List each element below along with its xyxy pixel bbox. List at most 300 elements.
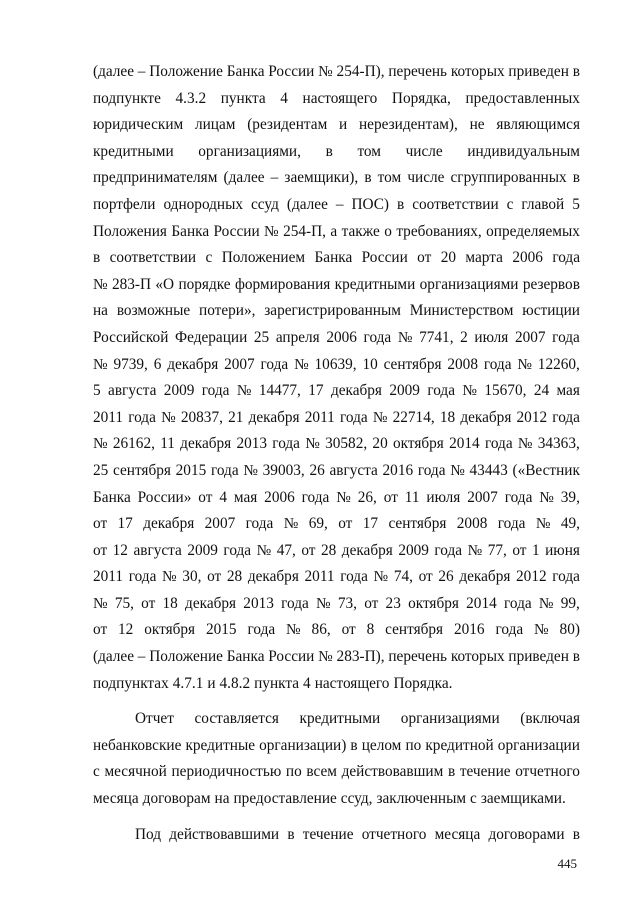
word: 5	[572, 195, 580, 213]
word: и	[207, 674, 216, 692]
word: 20	[372, 435, 388, 453]
word: №	[286, 621, 301, 639]
word: составляется	[194, 710, 279, 728]
word: 2009	[163, 382, 195, 400]
word: по	[405, 736, 422, 754]
word: пункта	[220, 89, 266, 107]
word: 1	[531, 541, 540, 559]
word: кредитной	[425, 736, 494, 754]
word: 17	[117, 515, 133, 533]
word: 26162,	[112, 435, 155, 453]
word: Федерации	[175, 328, 248, 346]
word: 25	[93, 461, 109, 479]
paragraph-spacer	[93, 813, 580, 822]
word: 2011	[304, 568, 335, 586]
word: №	[161, 408, 176, 426]
word: организации	[497, 736, 580, 754]
word: месяца	[93, 790, 139, 808]
word: 69,	[308, 515, 328, 533]
text-line	[93, 219, 580, 246]
word: года	[552, 328, 580, 346]
word: в	[447, 763, 456, 781]
word: 2011	[93, 568, 124, 586]
word: портфели	[93, 195, 156, 213]
word: октября	[392, 435, 444, 453]
word: №	[236, 382, 252, 400]
word: подпунктах	[93, 674, 169, 692]
word: 12260,	[537, 355, 580, 373]
word: в	[287, 825, 295, 843]
word: а	[330, 222, 338, 240]
word: от	[383, 488, 398, 506]
word: заключенным	[376, 790, 467, 808]
word: №	[538, 594, 554, 612]
word: с	[470, 790, 477, 808]
word: 21	[228, 408, 244, 426]
word: Банка	[314, 249, 353, 267]
word: 30,	[182, 568, 202, 586]
word: («Вестник	[512, 461, 580, 479]
word: 12	[118, 621, 134, 639]
word: с	[93, 763, 100, 781]
text-line	[93, 617, 580, 644]
text-line	[93, 538, 580, 565]
word: организациями	[400, 710, 500, 728]
word: 26,	[357, 488, 377, 506]
word: 12	[112, 541, 128, 559]
text-line	[93, 822, 580, 849]
word: 28	[320, 541, 337, 559]
word: (далее	[286, 195, 328, 213]
word: года	[247, 621, 276, 639]
word: числе	[407, 169, 445, 187]
word: декабря	[185, 594, 237, 612]
word: года	[260, 355, 289, 373]
word: №	[373, 568, 389, 586]
word: нерезидентам),	[358, 116, 458, 134]
word: 17	[362, 515, 379, 533]
word: однородных	[163, 195, 244, 213]
word: года	[503, 594, 532, 612]
text-line	[93, 245, 580, 272]
text-line	[93, 564, 580, 591]
word: июня	[545, 541, 580, 559]
word: 24	[533, 382, 550, 400]
word: августа	[108, 382, 157, 400]
word: отчетного	[361, 825, 427, 843]
word: кредитными	[299, 710, 381, 728]
word: сентября	[385, 621, 444, 639]
word: Банка	[93, 488, 131, 506]
word: кредитные	[185, 736, 256, 754]
word: в	[572, 648, 580, 666]
word: Положением	[221, 249, 306, 267]
word: заемщики),	[284, 169, 359, 187]
word: индивидуальным	[467, 142, 580, 160]
word: 283-П),	[336, 648, 385, 666]
word: 2009	[187, 541, 218, 559]
word: том	[357, 142, 381, 160]
word: на	[93, 302, 108, 320]
word: 20	[440, 249, 457, 267]
text-line	[93, 405, 580, 432]
word: №	[316, 594, 331, 612]
word: от	[364, 594, 379, 612]
word: по	[285, 763, 302, 781]
word: юридическим	[93, 116, 184, 134]
word: 2015	[205, 621, 237, 639]
word: 18	[439, 408, 456, 426]
word: 2011	[93, 408, 124, 426]
word: 10	[362, 355, 378, 373]
word: №	[93, 594, 108, 612]
word: апреля	[275, 328, 320, 346]
word: года	[210, 461, 239, 479]
word: кредитными	[93, 142, 174, 160]
word: 254-П),	[336, 63, 385, 80]
word: настоящего	[302, 89, 378, 107]
word: юстиции	[522, 302, 580, 320]
word: года	[128, 408, 156, 426]
word: в	[572, 169, 580, 187]
word: 2006	[326, 328, 357, 346]
word: 28	[226, 568, 243, 586]
word: в	[397, 195, 405, 213]
word: 73,	[337, 594, 357, 612]
word: от	[341, 621, 356, 639]
word: пункта	[254, 674, 300, 692]
word: Министерством	[409, 302, 514, 320]
word: года	[552, 249, 580, 267]
word: 2006	[512, 249, 543, 267]
text-line	[93, 706, 580, 733]
word: №	[256, 541, 272, 559]
word: 4	[219, 488, 227, 506]
word: октября	[144, 621, 196, 639]
word: зарегистрированным	[264, 302, 401, 320]
word: мая	[556, 382, 580, 400]
word: перечень	[388, 63, 448, 80]
word: действовавшими	[169, 825, 280, 843]
word: о	[384, 222, 392, 240]
word: мая	[233, 488, 258, 506]
word: договорам	[142, 790, 211, 808]
word: и	[339, 116, 348, 134]
word: 26	[309, 461, 325, 479]
text-line	[93, 165, 580, 192]
word: года	[245, 515, 274, 533]
word: являющимся	[496, 116, 580, 134]
word: «О	[155, 275, 175, 293]
word: от	[301, 541, 316, 559]
word: года	[339, 408, 368, 426]
word: №	[264, 222, 279, 240]
word: предоставленных	[465, 89, 580, 107]
word: 2008	[456, 515, 488, 533]
word: 77,	[487, 541, 507, 559]
word: в	[364, 169, 372, 187]
word: декабря	[143, 515, 195, 533]
word: резервов	[522, 275, 580, 293]
word: Банка	[226, 63, 265, 80]
word: числе	[405, 142, 443, 160]
word: настоящего	[314, 674, 390, 692]
word: 4	[303, 674, 311, 692]
word: с	[506, 195, 514, 213]
word: года	[363, 328, 392, 346]
word: в	[93, 249, 101, 267]
word: года	[504, 488, 533, 506]
paragraph-spacer	[93, 697, 580, 706]
word: России	[361, 249, 408, 267]
word: 17	[308, 382, 324, 400]
text-line	[93, 298, 580, 325]
word: перечень	[388, 648, 448, 666]
word: организациями,	[198, 142, 301, 160]
word: №	[539, 488, 554, 506]
word: в	[572, 63, 580, 80]
word: 99,	[560, 594, 580, 612]
text-line	[93, 644, 580, 671]
word: 34363,	[537, 435, 580, 453]
word: 4.8.2	[219, 674, 251, 692]
word: 2012	[516, 568, 547, 586]
word: декабря	[460, 408, 512, 426]
word: (далее	[93, 63, 135, 80]
word: приведен	[508, 648, 569, 666]
word: декабря	[330, 382, 382, 400]
word: заемщиками.	[480, 790, 566, 808]
word: №	[305, 435, 320, 453]
word: декабря	[167, 355, 219, 373]
word: 2007	[514, 328, 546, 346]
word: 2016	[382, 461, 414, 479]
word: 20837,	[180, 408, 223, 426]
word: №	[93, 275, 108, 293]
word: 18	[162, 594, 178, 612]
word: Порядка,	[391, 89, 451, 107]
word: 283-П	[111, 275, 152, 293]
word: подпункте	[93, 89, 161, 107]
word: сентября	[113, 461, 171, 479]
word: декабря	[248, 408, 300, 426]
text-line	[93, 786, 580, 813]
word: России»	[137, 488, 192, 506]
word: месяца	[434, 825, 481, 843]
word: от	[93, 515, 108, 533]
word: 4	[280, 89, 288, 107]
word: года	[552, 568, 580, 586]
word: года	[427, 382, 455, 400]
word: соответствии	[412, 195, 499, 213]
word: №	[93, 355, 108, 373]
word: №	[397, 328, 413, 346]
word: №	[534, 621, 549, 639]
word: лицам	[194, 116, 236, 134]
word: предоставление	[233, 790, 337, 808]
word: порядке	[178, 275, 231, 293]
word: соответствии	[109, 249, 197, 267]
word: предпринимателям	[93, 169, 218, 187]
word: (далее	[93, 648, 135, 666]
word: октября	[408, 594, 459, 612]
word: всем	[306, 763, 337, 781]
word: 2012	[516, 408, 548, 426]
word: которых	[450, 648, 505, 666]
word: года	[223, 541, 252, 559]
word: от	[93, 541, 108, 559]
word: №	[243, 461, 258, 479]
word: которых	[450, 63, 505, 80]
word: года	[281, 594, 309, 612]
word: от	[198, 488, 213, 506]
word: –	[335, 195, 344, 213]
word: 2013	[236, 435, 268, 453]
word: 2014	[466, 594, 497, 612]
word: 14477,	[258, 382, 301, 400]
word: года	[272, 435, 300, 453]
text-line	[93, 759, 580, 786]
word: –	[137, 648, 146, 666]
word: августа	[329, 461, 378, 479]
word: периодичностью	[171, 763, 282, 781]
word: месячной	[104, 763, 167, 781]
word: №	[450, 461, 465, 479]
word: 11	[160, 435, 175, 453]
word: 86,	[311, 621, 331, 639]
word: сентября	[388, 515, 447, 533]
word: Положение	[149, 648, 223, 666]
word: целом	[361, 736, 402, 754]
word: договорами	[488, 825, 565, 843]
word: от	[141, 594, 156, 612]
word: года	[483, 355, 512, 373]
word: 7741,	[419, 328, 454, 346]
word: том	[377, 169, 402, 187]
text-line	[93, 352, 580, 379]
word: 2011	[304, 408, 335, 426]
word: организации)	[259, 736, 347, 754]
word: 39003,	[262, 461, 305, 479]
word: 2	[460, 328, 468, 346]
word: возможные	[116, 302, 191, 320]
word: 80)	[559, 621, 580, 639]
text-line	[93, 511, 580, 538]
word: 2009	[398, 541, 429, 559]
word: –	[270, 169, 279, 187]
word: течение	[302, 825, 354, 843]
word: потери»,	[199, 302, 256, 320]
text-line	[93, 458, 580, 485]
word: ссуд,	[340, 790, 373, 808]
word: 9739,	[113, 355, 148, 373]
word: в	[325, 142, 333, 160]
word: 43443	[469, 461, 508, 479]
word: №	[162, 568, 177, 586]
word: №	[462, 382, 477, 400]
text-line	[93, 325, 580, 352]
word: 30582,	[325, 435, 368, 453]
word: требованиях,	[396, 222, 482, 240]
word: определяемых	[486, 222, 580, 240]
text-line	[93, 86, 580, 113]
word: 74,	[393, 568, 413, 586]
word: 6	[153, 355, 162, 373]
word: (резидентам	[247, 116, 328, 134]
word: 23	[385, 594, 401, 612]
text-line	[93, 192, 580, 219]
word: №	[517, 435, 533, 453]
word: августа	[133, 541, 182, 559]
word: формирования	[234, 275, 331, 293]
word: №	[517, 355, 532, 373]
word: 25	[253, 328, 270, 346]
word: 2015	[175, 461, 207, 479]
word: России	[213, 222, 260, 240]
word: №	[318, 648, 333, 666]
word: на	[214, 790, 230, 808]
word: также	[341, 222, 380, 240]
word: 26	[438, 568, 454, 586]
word: 2013	[243, 594, 274, 612]
word: 47,	[276, 541, 296, 559]
word: от	[418, 568, 433, 586]
word: 2007	[224, 355, 255, 373]
text-line	[93, 378, 580, 405]
word: 10639,	[314, 355, 357, 373]
word: года	[301, 488, 330, 506]
word: сентября	[383, 355, 442, 373]
word: 2016	[453, 621, 485, 639]
word: года	[201, 382, 230, 400]
word: №	[283, 515, 299, 533]
word: России	[268, 648, 315, 666]
word: Банка	[171, 222, 210, 240]
word: главой	[521, 195, 565, 213]
text-line	[93, 272, 580, 299]
word: от	[417, 249, 432, 267]
word: (включая	[520, 710, 580, 728]
word: 8	[366, 621, 375, 639]
word: декабря	[459, 568, 511, 586]
word: №	[336, 488, 351, 506]
word: действовавшим	[341, 763, 444, 781]
word: 2008	[447, 355, 478, 373]
word: отчетного	[515, 763, 580, 781]
word: 22714,	[392, 408, 435, 426]
word: декабря	[341, 541, 393, 559]
word: не	[469, 116, 485, 134]
word: 254-П,	[283, 222, 326, 240]
document-body-text	[93, 59, 580, 848]
word: года	[484, 435, 513, 453]
word: №	[93, 435, 108, 453]
word: приведен	[508, 63, 569, 80]
word: №	[372, 408, 388, 426]
word: года	[434, 541, 463, 559]
word: Под	[135, 825, 162, 843]
word: года	[552, 408, 580, 426]
word: Отчет	[135, 710, 174, 728]
word: небанковские	[93, 736, 182, 754]
word: кредитными	[334, 275, 416, 293]
word: 11	[404, 488, 420, 506]
word: организациями	[419, 275, 519, 293]
text-line	[93, 59, 580, 86]
word: сгруппированных	[450, 169, 567, 187]
word: года	[340, 568, 368, 586]
word: Банка	[226, 648, 265, 666]
